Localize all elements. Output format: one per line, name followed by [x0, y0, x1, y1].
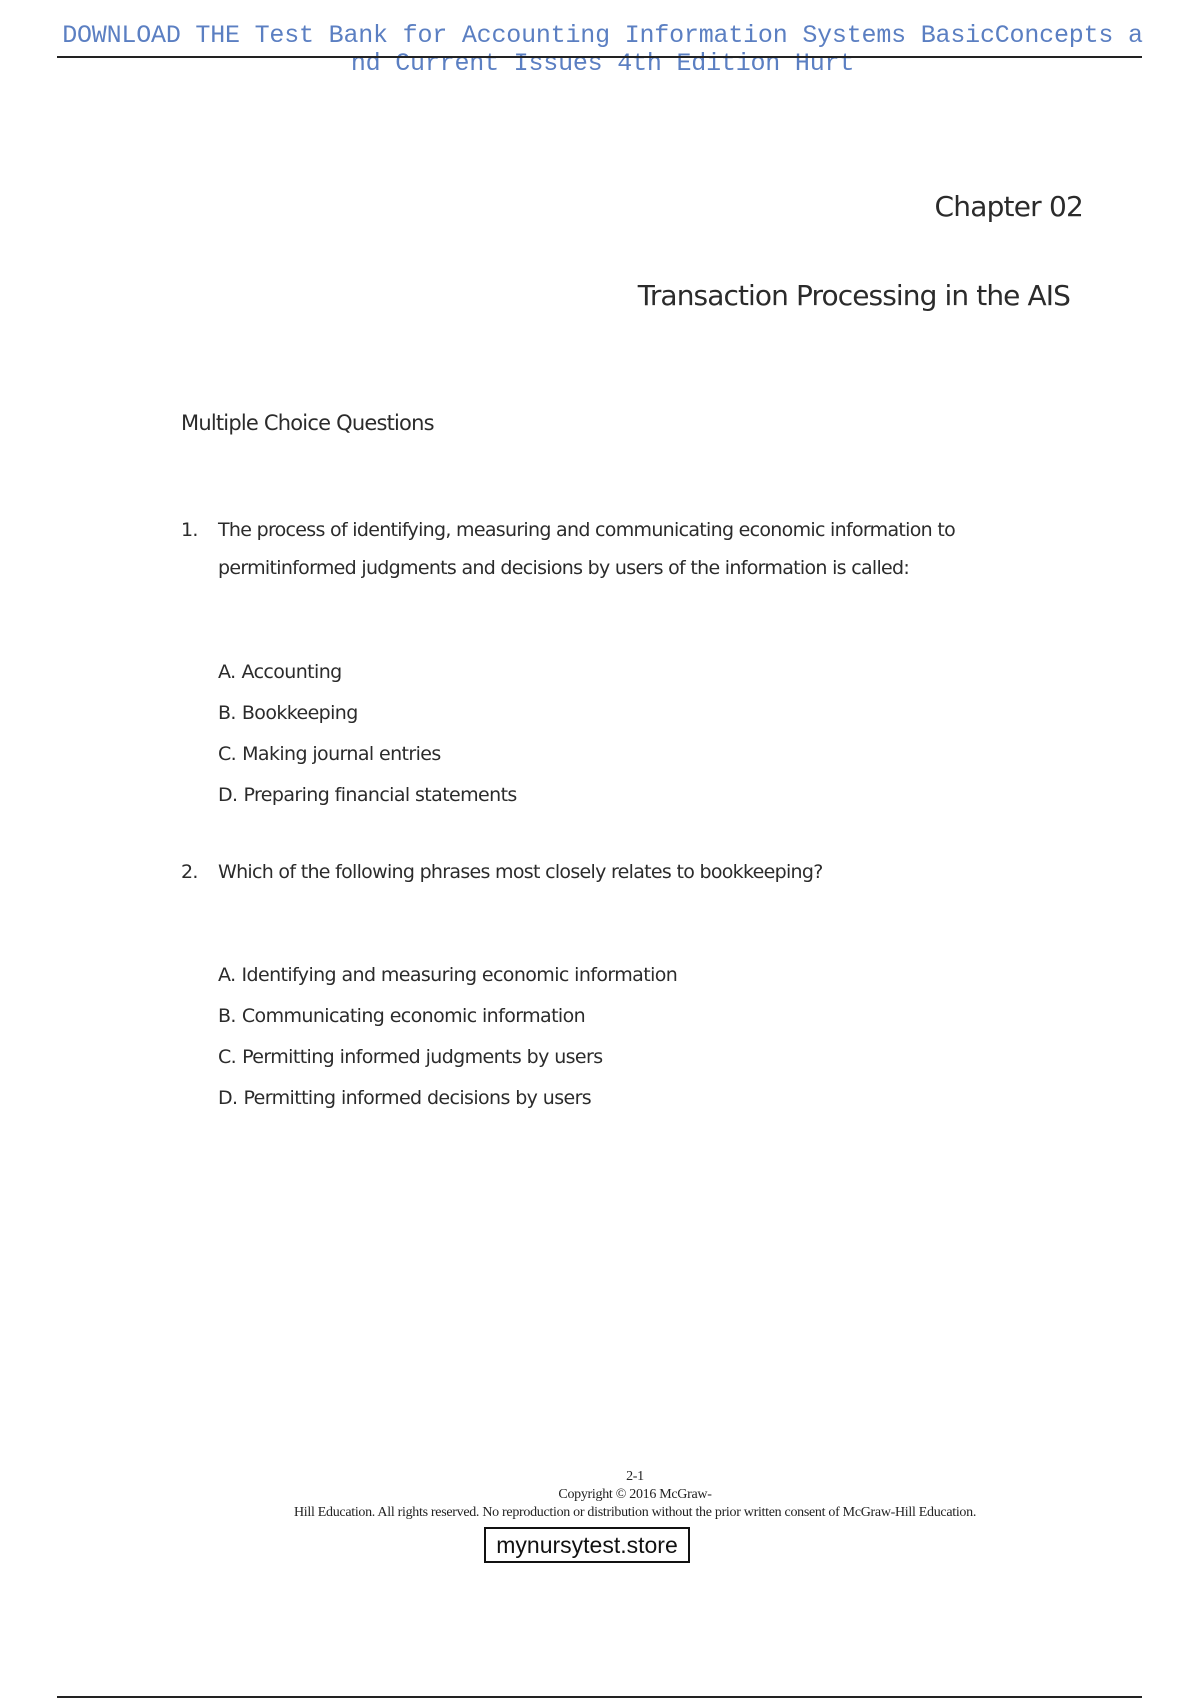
option-letter: D. [218, 1087, 238, 1109]
option-letter: C. [218, 743, 237, 765]
option-letter: A. [218, 964, 236, 986]
question-2 [181, 853, 1041, 891]
option-text: Preparing financial statements [243, 784, 517, 806]
question-1 [181, 511, 1041, 587]
watermark-stamp: mynursytest.store [484, 1527, 690, 1563]
option-text: Accounting [241, 661, 342, 683]
option-text: Permitting informed decisions by users [243, 1087, 592, 1109]
option-c [218, 734, 517, 775]
option-a [218, 652, 517, 693]
question-number: 2. [181, 861, 198, 883]
option-a [218, 955, 677, 996]
question-1-options [218, 652, 517, 816]
section-heading: Multiple Choice Questions [181, 411, 434, 435]
option-c [218, 1037, 677, 1078]
question-text: The process of identifying, measuring and communicating economic information to permitinformed judgments and decisions by users of the information is called: [218, 519, 956, 579]
question-text: Which of the following phrases most closely relates to bookkeeping? [218, 861, 823, 883]
copyright-line-2: Hill Education. All rights reserved. No reproduction or distribution without the prior written consent of McGraw-Hill Education. [293, 1505, 977, 1520]
option-b [218, 996, 677, 1037]
option-d [218, 1078, 677, 1119]
page-footer [200, 1468, 1070, 1522]
option-letter: B. [218, 702, 236, 724]
page-number: 2-1 [626, 1469, 644, 1484]
footer-divider [57, 1696, 1142, 1698]
option-letter: C. [218, 1046, 237, 1068]
option-d [218, 775, 517, 816]
question-2-options [218, 955, 677, 1119]
question-number: 1. [181, 519, 198, 541]
option-text: Permitting informed judgments by users [242, 1046, 603, 1068]
option-letter: D. [218, 784, 238, 806]
option-letter: B. [218, 1005, 236, 1027]
option-text: Communicating economic information [241, 1005, 586, 1027]
option-text: Bookkeeping [241, 702, 358, 724]
header-divider [57, 56, 1142, 58]
option-b [218, 693, 517, 734]
copyright-line-1: Copyright © 2016 McGraw- [558, 1487, 712, 1502]
chapter-subtitle: Transaction Processing in the AIS [637, 279, 1070, 312]
option-letter: A. [218, 661, 236, 683]
option-text: Making journal entries [242, 743, 441, 765]
chapter-title: Chapter 02 [934, 190, 1083, 223]
download-header-link[interactable]: DOWNLOAD THE Test Bank for Accounting Information Systems BasicConcepts and Current Issues 4th Edition Hurt [62, 21, 1143, 78]
option-text: Identifying and measuring economic information [241, 964, 678, 986]
